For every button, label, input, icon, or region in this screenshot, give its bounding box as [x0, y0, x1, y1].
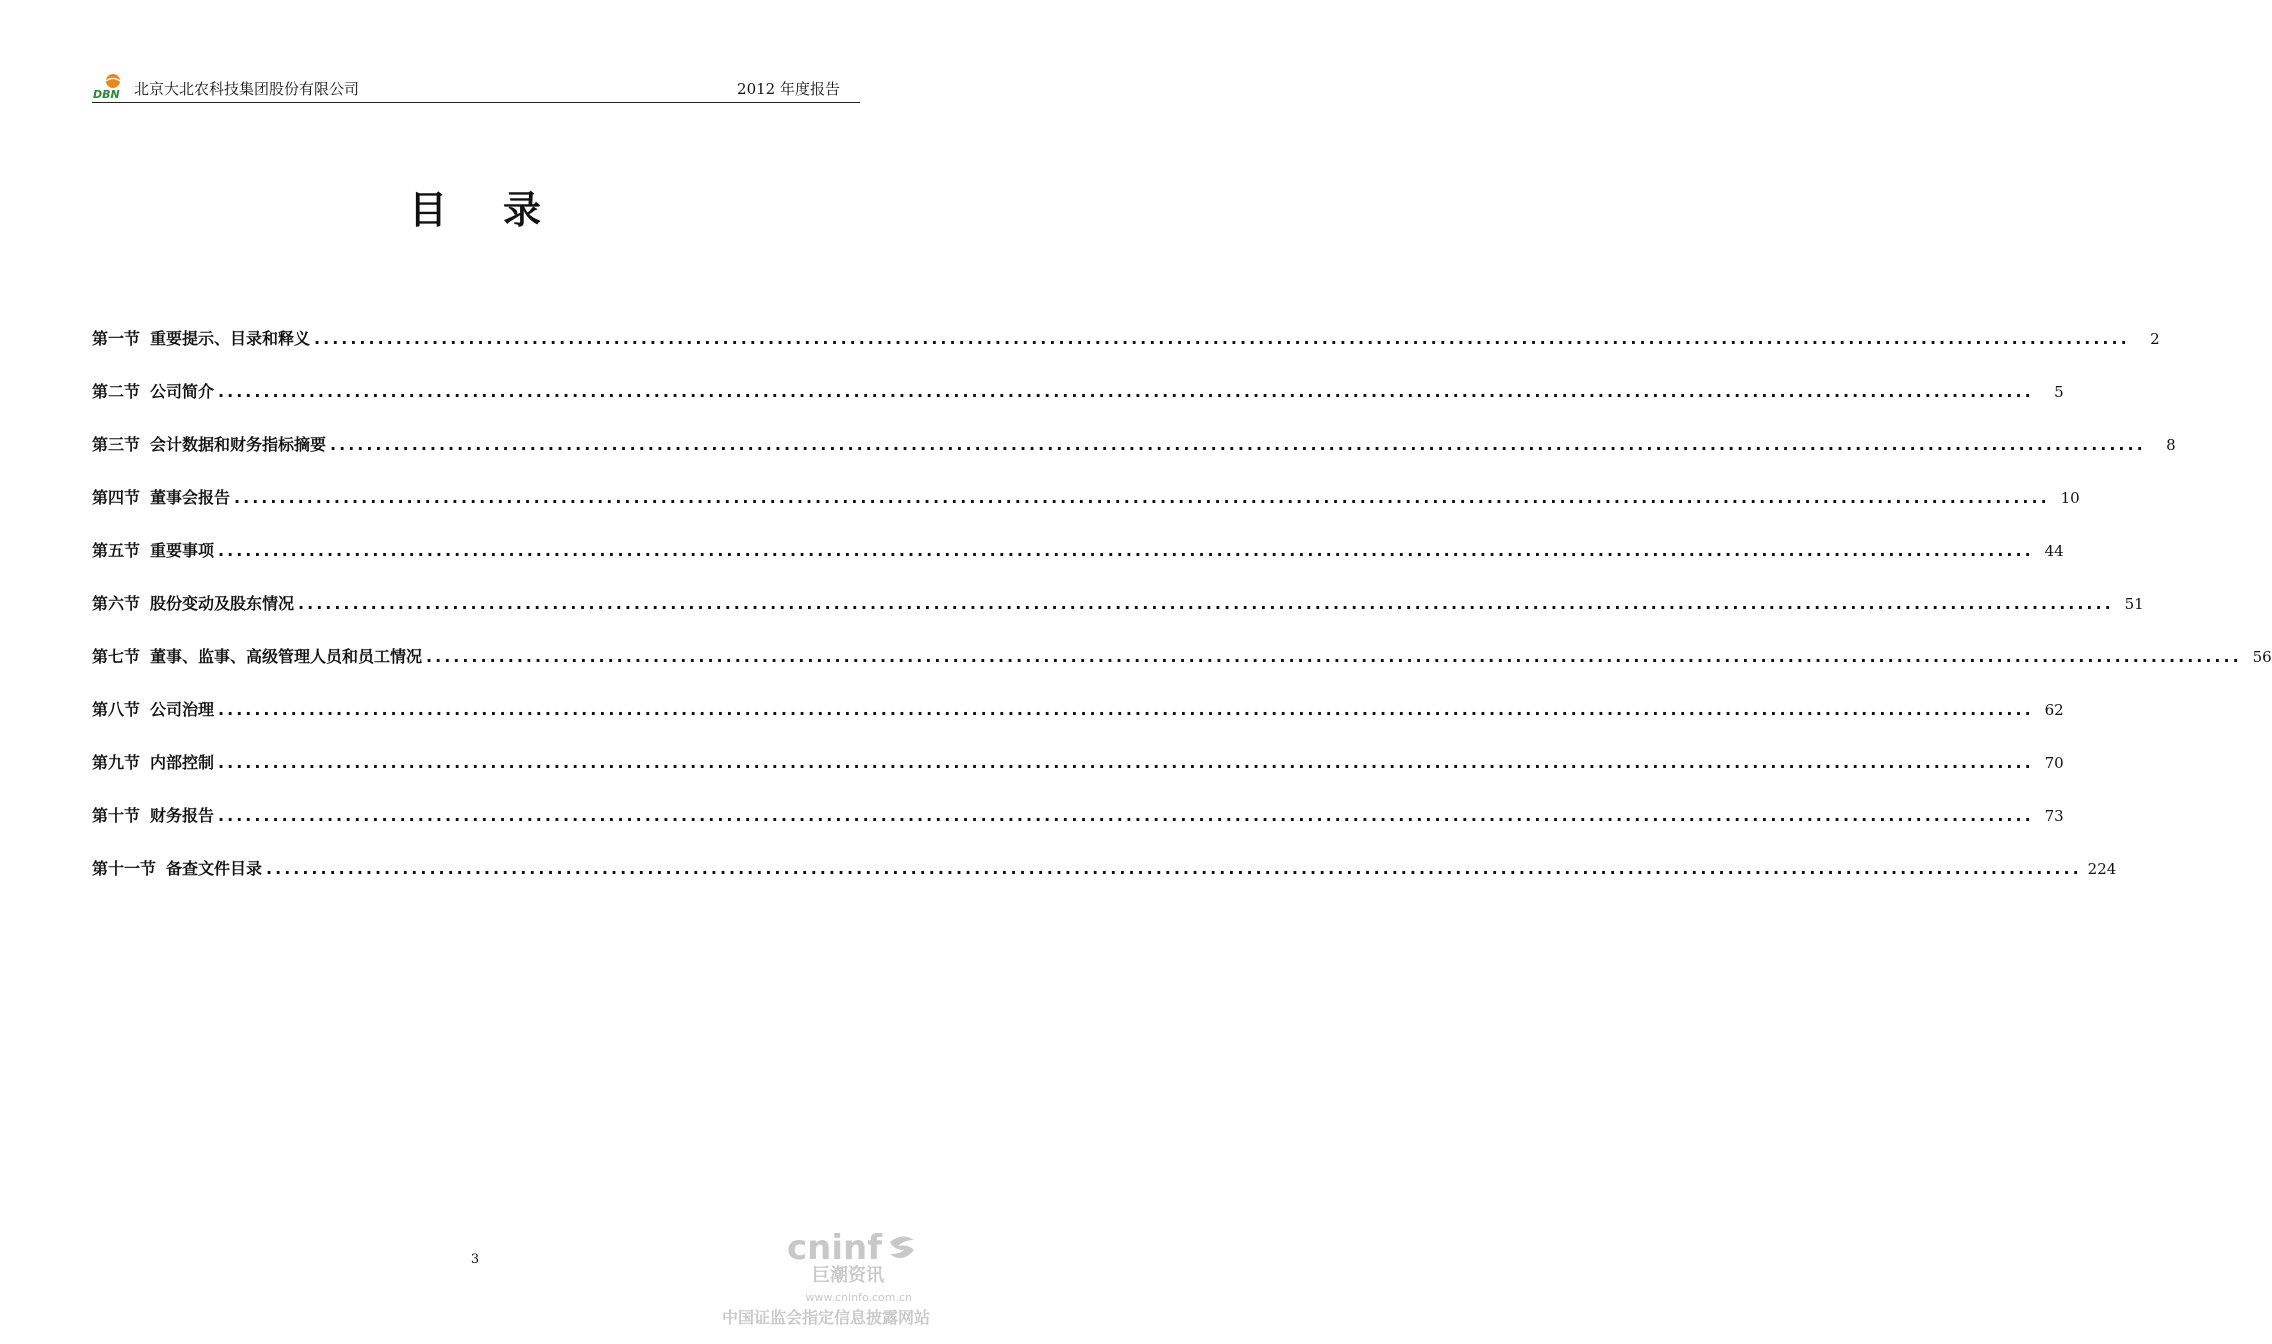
watermark-brand-cn: 巨潮资讯	[812, 1265, 884, 1286]
toc-section: 第十一节	[92, 859, 157, 878]
watermark-url: www.cninfo.com.cn	[805, 1291, 912, 1304]
toc-leader: ........................................................................................................................................................................................................	[218, 700, 2034, 719]
toc-page: 2	[2150, 330, 2160, 348]
toc-page: 70	[2044, 754, 2064, 772]
toc-topic: 内部控制	[150, 753, 215, 772]
toc-leader: ........................................................................................................................................................................................................	[218, 541, 2034, 560]
toc-entry[interactable]	[92, 643, 2272, 696]
toc-page: 56	[2252, 648, 2272, 666]
toc-page: 73	[2044, 807, 2064, 825]
toc-section: 第八节	[92, 700, 141, 719]
table-of-contents	[92, 325, 2272, 908]
toc-section: 第七节	[92, 647, 141, 666]
company-name: 北京大北农科技集团股份有限公司	[134, 80, 360, 98]
toc-leader: ........................................................................................................................................................................................................	[218, 382, 2034, 401]
toc-topic: 备查文件目录	[166, 859, 263, 878]
page-title: 目录	[408, 188, 597, 232]
toc-page: 10	[2060, 489, 2080, 507]
cninfo-swirl-icon	[884, 1230, 920, 1266]
toc-topic: 重要事项	[150, 541, 215, 560]
page-number: 3	[470, 1252, 480, 1267]
toc-page: 5	[2054, 383, 2064, 401]
toc-leader: ........................................................................................................................................................................................................	[426, 647, 2242, 666]
toc-entry[interactable]	[92, 484, 2080, 537]
toc-entry[interactable]	[92, 749, 2064, 802]
toc-entry[interactable]	[92, 378, 2064, 431]
toc-topic: 股份变动及股东情况	[150, 594, 295, 613]
toc-section: 第六节	[92, 594, 141, 613]
toc-topic: 会计数据和财务指标摘要	[150, 435, 327, 454]
toc-leader: ........................................................................................................................................................................................................	[218, 806, 2034, 825]
toc-page: 51	[2124, 595, 2144, 613]
dbn-logo	[92, 72, 132, 100]
toc-entry[interactable]	[92, 431, 2176, 484]
toc-entry[interactable]	[92, 855, 2117, 908]
toc-section: 第一节	[92, 329, 141, 348]
svg-text:DBN: DBN	[93, 88, 120, 101]
report-year: 2012 年度报告	[737, 80, 840, 98]
toc-topic: 财务报告	[150, 806, 215, 825]
toc-section: 第二节	[92, 382, 141, 401]
toc-leader: ........................................................................................................................................................................................................	[298, 594, 2114, 613]
toc-section: 第四节	[92, 488, 141, 507]
toc-topic: 公司简介	[150, 382, 215, 401]
toc-page: 62	[2044, 701, 2064, 719]
toc-section: 第十节	[92, 806, 141, 825]
toc-leader: ........................................................................................................................................................................................................	[314, 329, 2130, 348]
toc-entry[interactable]	[92, 537, 2064, 590]
page-header	[92, 72, 860, 103]
toc-topic: 董事会报告	[150, 488, 231, 507]
toc-section: 第三节	[92, 435, 141, 454]
toc-topic: 重要提示、目录和释义	[150, 329, 311, 348]
toc-topic: 公司治理	[150, 700, 215, 719]
watermark-slogan: 中国证监会指定信息披露网站	[721, 1308, 930, 1327]
toc-entry[interactable]	[92, 325, 2160, 378]
toc-page: 224	[2087, 860, 2117, 878]
toc-leader: ........................................................................................................................................................................................................	[218, 753, 2034, 772]
toc-page: 44	[2044, 542, 2064, 560]
toc-leader: ........................................................................................................................................................................................................	[266, 859, 2082, 878]
toc-entry[interactable]	[92, 590, 2144, 643]
watermark-brand: cninf	[786, 1228, 882, 1268]
toc-entry[interactable]	[92, 696, 2064, 749]
cninfo-watermark	[710, 1226, 930, 1336]
toc-page: 8	[2166, 436, 2176, 454]
toc-entry[interactable]	[92, 802, 2064, 855]
toc-section: 第九节	[92, 753, 141, 772]
toc-leader: ........................................................................................................................................................................................................	[234, 488, 2050, 507]
toc-leader: ........................................................................................................................................................................................................	[330, 435, 2146, 454]
toc-topic: 董事、监事、高级管理人员和员工情况	[150, 647, 423, 666]
toc-section: 第五节	[92, 541, 141, 560]
